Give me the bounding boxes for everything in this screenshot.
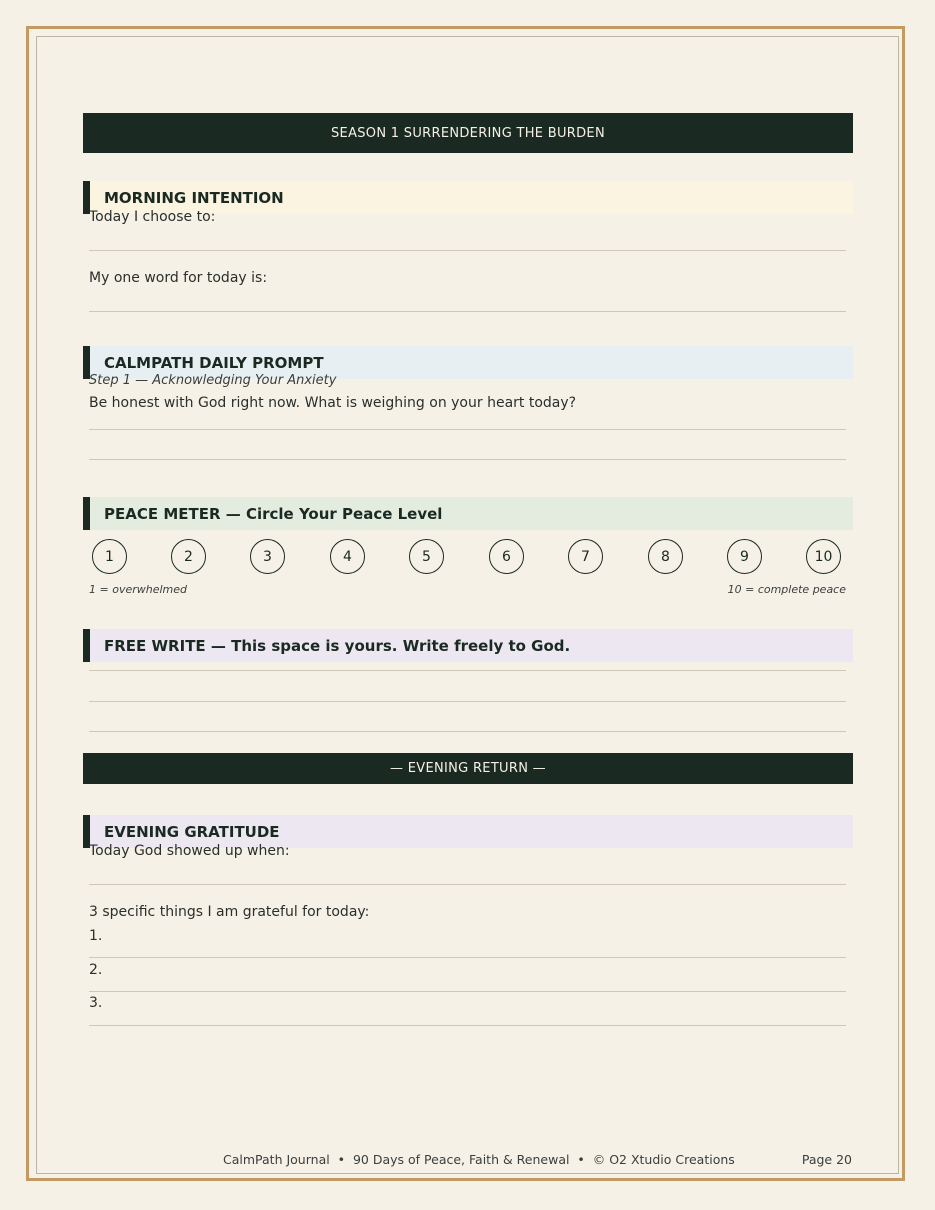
peace-level-6[interactable]: 6 <box>489 539 524 574</box>
gratitude-item-1: 1. <box>89 928 103 944</box>
peace-level-8[interactable]: 8 <box>648 539 683 574</box>
daily-prompt-line-2[interactable] <box>89 459 846 460</box>
gratitude-item-3: 3. <box>89 995 103 1011</box>
peace-level-4[interactable]: 4 <box>330 539 365 574</box>
morning-prompt-one-word: My one word for today is: <box>89 270 268 286</box>
peace-level-9[interactable]: 9 <box>727 539 762 574</box>
peace-high-label: 10 = complete peace <box>727 583 846 596</box>
peace-meter-heading: PEACE METER — Circle Your Peace Level <box>83 497 853 530</box>
free-write-line-3[interactable] <box>89 731 846 732</box>
gratitude-line-2[interactable] <box>89 991 846 992</box>
page-number: Page 20 <box>801 1152 852 1167</box>
daily-prompt-step: Step 1 — Acknowledging Your Anxiety <box>89 373 337 388</box>
peace-level-5[interactable]: 5 <box>409 539 444 574</box>
peace-low-label: 1 = overwhelmed <box>89 583 187 596</box>
morning-intention-heading: MORNING INTENTION <box>83 181 853 214</box>
peace-level-2[interactable]: 2 <box>171 539 206 574</box>
morning-answer-line-1[interactable] <box>89 250 846 251</box>
gratitude-item-2: 2. <box>89 962 103 978</box>
daily-prompt-line-1[interactable] <box>89 429 846 430</box>
evening-prompt-grateful: 3 specific things I am grateful for today: <box>89 904 370 920</box>
free-write-line-2[interactable] <box>89 701 846 702</box>
evening-prompt-god-showed: Today God showed up when: <box>89 843 290 859</box>
free-write-heading: FREE WRITE — This space is yours. Write freely to God. <box>83 629 853 662</box>
morning-answer-line-2[interactable] <box>89 311 846 312</box>
peace-level-1[interactable]: 1 <box>92 539 127 574</box>
evening-answer-line[interactable] <box>89 884 846 885</box>
daily-prompt-question: Be honest with God right now. What is weighing on your heart today? <box>89 395 577 411</box>
footer-text: CalmPath Journal • 90 Days of Peace, Faith & Renewal • © O2 Xtudio Creations <box>223 1152 735 1167</box>
peace-level-3[interactable]: 3 <box>250 539 285 574</box>
evening-gratitude-heading: EVENING GRATITUDE <box>83 815 853 848</box>
peace-level-7[interactable]: 7 <box>568 539 603 574</box>
gratitude-line-3[interactable] <box>89 1025 846 1026</box>
peace-level-10[interactable]: 10 <box>806 539 841 574</box>
free-write-line-1[interactable] <box>89 670 846 671</box>
gratitude-line-1[interactable] <box>89 957 846 958</box>
evening-return-banner: — EVENING RETURN — <box>83 753 853 784</box>
daily-prompt-heading: CALMPATH DAILY PROMPT <box>83 346 853 379</box>
season-banner: SEASON 1 SURRENDERING THE BURDEN <box>83 113 853 153</box>
morning-prompt-choose: Today I choose to: <box>89 209 216 225</box>
